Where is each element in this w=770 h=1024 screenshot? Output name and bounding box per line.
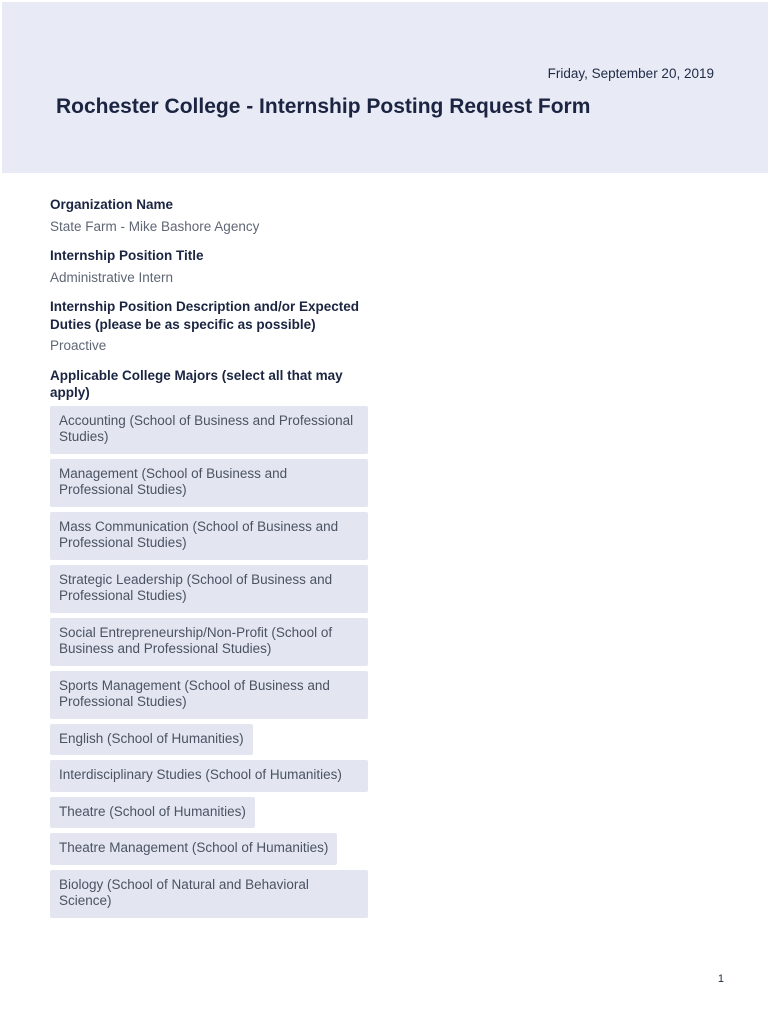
major-chip-management: Management (School of Business and Professional Studies) [50,459,368,507]
major-chip-interdisciplinary-studies: Interdisciplinary Studies (School of Humanities) [50,760,368,792]
page-number: 1 [717,973,724,985]
form-content [50,196,380,923]
field-value-organization-name: State Farm - Mike Bashore Agency [50,218,260,234]
major-chip-sports-management: Sports Management (School of Business and Professional Studies) [50,671,368,719]
field-label-organization-name: Organization Name [50,197,174,212]
field-position-title [50,247,380,286]
field-label-applicable-majors: Applicable College Majors (select all that may apply) [50,367,343,400]
field-label-position-description: Internship Position Description and/or Expected Duties (please be as specific as possible) [50,299,360,332]
field-value-position-description: Proactive [50,338,107,353]
major-chip-english: English (School of Humanities) [50,724,253,756]
major-chip-social-entrepreneurship: Social Entrepreneurship/Non-Profit (School of Business and Professional Studies) [50,618,368,666]
form-header [2,2,768,173]
field-applicable-majors [50,367,380,918]
major-chip-accounting: Accounting (School of Business and Professional Studies) [50,406,368,454]
major-chip-biology: Biology (School of Natural and Behavioral Science) [50,870,368,918]
field-label-position-title: Internship Position Title [50,248,204,263]
form-title: Rochester College - Internship Posting Request Form [56,95,591,118]
major-chip-mass-communication: Mass Communication (School of Business and Professional Studies) [50,512,368,560]
field-value-position-title: Administrative Intern [50,269,174,285]
major-chip-theatre-management: Theatre Management (School of Humanities) [50,833,337,865]
major-chip-strategic-leadership: Strategic Leadership (School of Business and Professional Studies) [50,565,368,613]
major-chip-theatre: Theatre (School of Humanities) [50,797,255,829]
majors-list [50,406,380,918]
header-date: Friday, September 20, 2019 [547,66,714,81]
field-organization-name [50,196,380,235]
field-position-description [50,298,380,355]
